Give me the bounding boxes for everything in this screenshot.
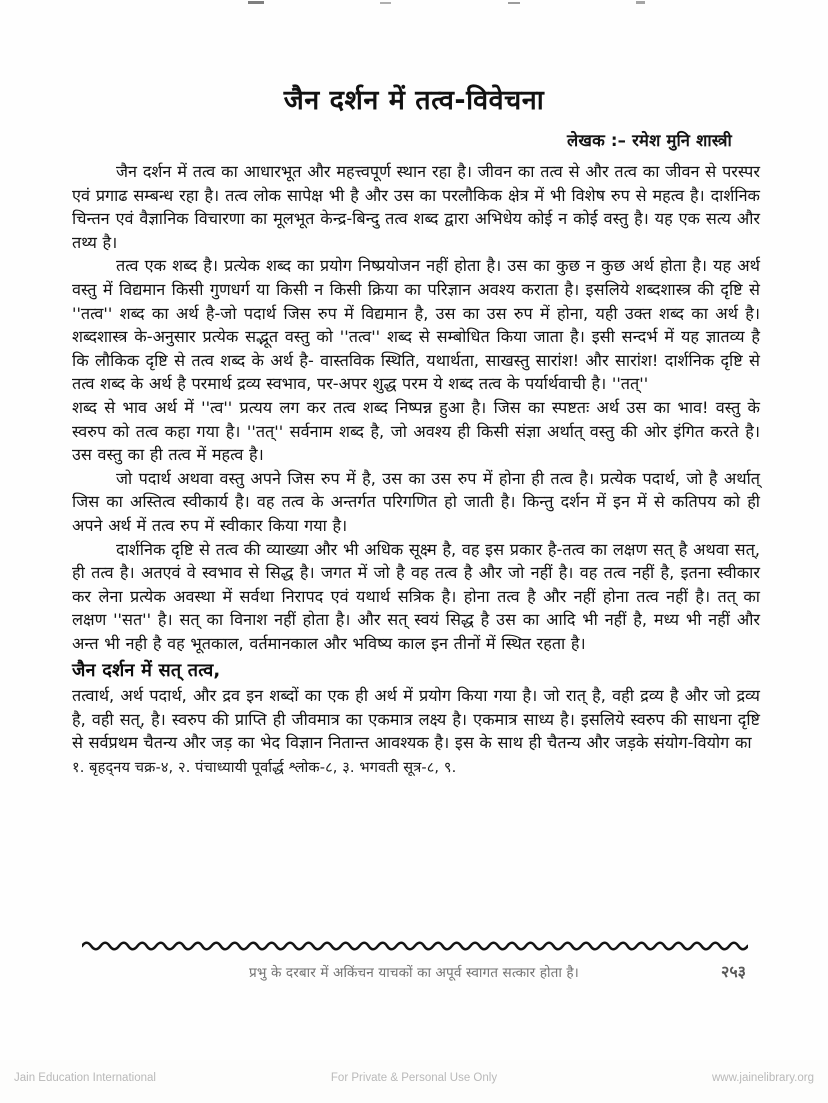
page-title: जैन दर्शन में तत्व-विवेचना (283, 85, 545, 116)
paragraph-4: जो पदार्थ अथवा वस्तु अपने जिस रुप में है, उस का उस रुप में होना ही तत्व है। प्रत्येक पदार्थ, जो है अर्थात् जिस का अस्तित्व स्वीकार्य है। वह तत्व के अन्तर्गत परिगणित हो जाती है। किन्तु दर्शन में इन में से कतिपय को ही अपने अर्थ में तत्व रुप में स्वीकार किया गया है। (72, 468, 760, 535)
page-number: २५३ (721, 962, 746, 981)
footer-website-url[interactable]: www.jainelibrary.org (711, 1072, 814, 1084)
paragraph-2: तत्व एक शब्द है। प्रत्येक शब्द का प्रयोग निष्प्रयोजन नहीं होता है। उस का कुछ न कुछ अर्थ होता है। यह अर्थ वस्तु में विद्यमान किसी गुणधर्ग या किसी न किसी क्रिया का परिज्ञान अवश्य कराता है। इसलिये शब्दशास्त्र की दृष्टि से ''तत्व'' शब्द का अर्थ है-जो पदार्थ जिस रुप में विद्यमान है, उस का उस रुप में होना, यही उक्त शब्द का अर्थ है। शब्दशास्त्र के-अनुसार प्रत्येक सद्भूत वस्तु को ''तत्व'' शब्द से सम्बोधित किया जाता है। इसी सन्दर्भ में यह ज्ञातव्य है कि लौकिक दृष्टि से तत्व शब्द के अर्थ है- वास्तविक स्थिति, यथार्थता, साखस्तु सारांश! और सारांश! दार्शनिक दृष्टि से तत्व शब्द के अर्थ है परमार्थ द्रव्य स्वभाव, पर-अपर शुद्ध परम ये शब्द तत्व के पर्यार्थवाची है। ''तत्'' (72, 256, 760, 394)
section-subheading: जैन दर्शन में सत् तत्व, (72, 660, 221, 682)
paragraph-6: तत्वार्थ, अर्थ पदार्थ, और द्रव इन शब्दों का एक ही अर्थ में प्रयोग किया गया है। जो रात् है, वही द्रव्य है और जो द्रव्य है, वही सत्, है। स्वरुप की प्राप्ति ही जीवमात्र का एकमात्र लक्ष्य है। एकमात्र साध्य है। इसलिये स्वरुप की साधना दृष्टि से सर्वप्रथम चैतन्य और जड़ का भेद विज्ञान नितान्त आवश्यक है। इस के साथ ही चैतन्य और जड़के संयोग-वियोग का (72, 686, 760, 753)
paragraph-5: दार्शनिक दृष्टि से तत्व की व्याख्या और भी अधिक सूक्ष्म है, वह इस प्रकार है-तत्व का लक्षण सत् है अथवा सत्, ही तत्व है। अतएवं वे स्वभाव से सिद्ध है। जगत में जो है वह तत्व है और जो नहीं है। वह तत्व नहीं है, इतना स्वीकार कर लेना प्रत्येक अवस्था में सर्वथा निरापद एवं यथार्थ सत्रिक है। होना तत्व है और नहीं होना तत्व नहीं है। तत् का लक्षण ''सत'' है। सत् का विनाश नहीं होता है। और सत् स्वयं सिद्ध है उस का आदि भी नहीं है, मध्य भी नहीं और अन्त भी नही है वह भूतकाल, वर्तमानकाल और भविष्य काल इन तीनों में स्थित रहता है। (72, 539, 760, 653)
scan-footer (0, 1072, 828, 1092)
author-byline: लेखक :– रमेश मुनि शास्त्री (566, 131, 732, 150)
bottom-caption-quote: प्रभु के दरबार में अकिंचन याचकों का अपूर्व स्वागत सत्कार होता है। (249, 965, 579, 981)
scan-artifact-top-edge (0, 0, 828, 8)
paragraph-3: शब्द से भाव अर्थ में ''त्व'' प्रत्यय लग कर तत्व शब्द निष्पन्न हुआ है। जिस का स्पष्टतः अर्थ उस का भाव! वस्तु के स्वरुप को तत्व कहा गया है। ''तत्'' सर्वनाम शब्द है, जो अवश्य ही किसी संज्ञा अर्थात् वस्तु की ओर इंगित करते है। उस वस्तु का ही तत्व में महत्व है। (72, 397, 760, 465)
wavy-divider-rule (82, 938, 748, 954)
article-body (72, 160, 760, 779)
footer-usage-notice: For Private & Personal Use Only (330, 1072, 498, 1084)
footer-organization: Jain Education International (14, 1072, 156, 1084)
footnote-references: १. बृहद्नय चक्र-४, २. पंचाध्यायी पूर्वार्द्ध श्लोक-८, ३. भगवती सूत्र-८, ९. (72, 758, 457, 776)
paragraph-1: जैन दर्शन में तत्व का आधारभूत और महत्त्वपूर्ण स्थान रहा है। जीवन का तत्व से और तत्व का जीवन से परस्पर एवं प्रगाढ सम्बन्ध रहा है। तत्व लोक सापेक्ष भी है और उस का परलौकिक क्षेत्र में भी विशेष रुप से महत्व है। दार्शनिक चिन्तन एवं वैज्ञानिक विचारणा का मूलभूत केन्द्र-बिन्दु तत्व शब्द द्वारा अभिधेय कोई न कोई वस्तु है। यह एक सत्य और तथ्य है। (72, 162, 760, 252)
